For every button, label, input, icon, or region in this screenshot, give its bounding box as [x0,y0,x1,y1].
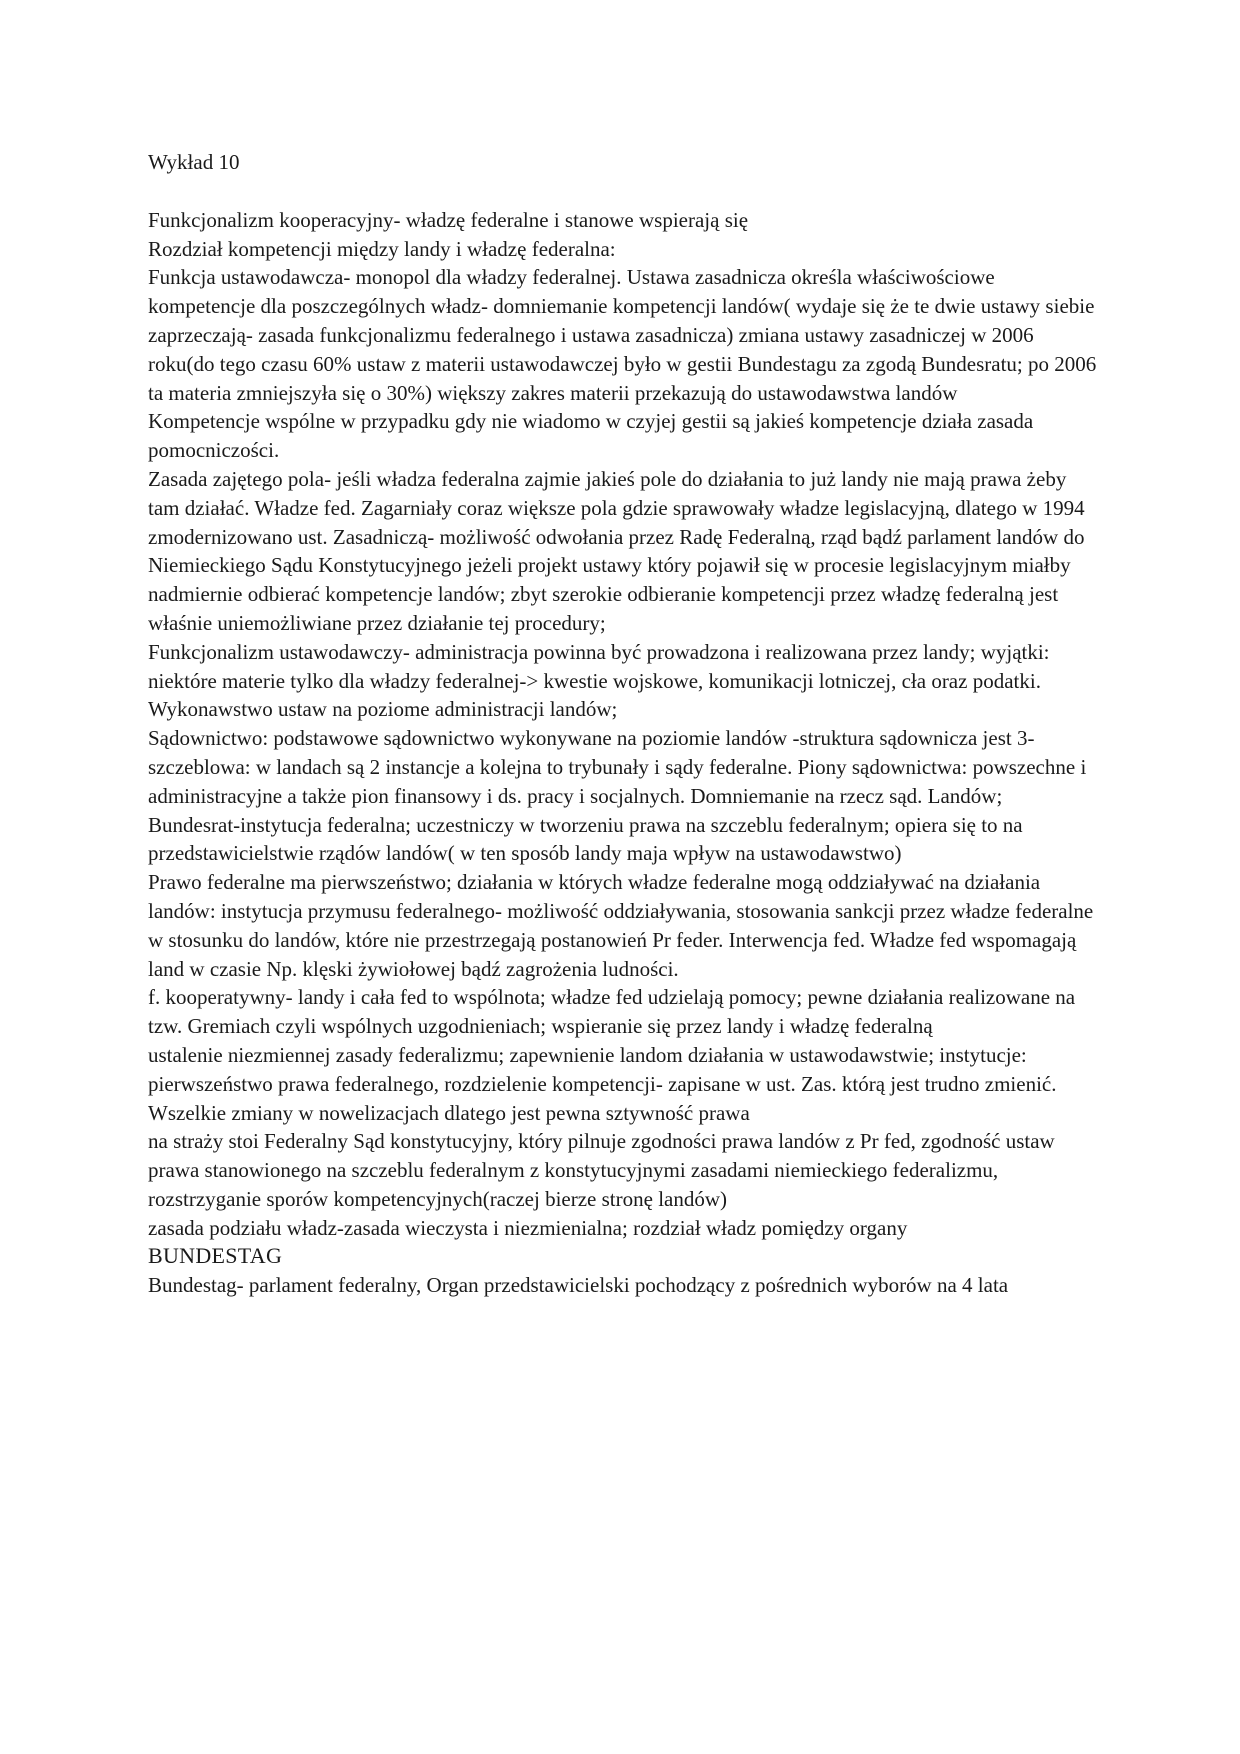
paragraph: Bundestag- parlament federalny, Organ przedstawicielski pochodzący z pośrednich wyborów na 4 lata [148,1273,1009,1298]
paragraph: zasada podziału władz-zasada wieczysta i niezmienialna; rozdział władz pomiędzy organy [148,1215,908,1240]
paragraph: Sądownictwo: podstawowe sądownictwo wykonywane na poziomie landów -struktura sądownicza jest 3-szczeblowa: w landach są 2 instancje a kolejna to trybunały i sądy federalne. Piony sądownictwa: powszechne i administracyjne a także pion finansowy i ds. pracy i socjalnych. Domniemanie na rzecz sąd. Landów; [148,726,1087,808]
paragraph: Prawo federalne ma pierwszeństwo; działania w których władze federalne mogą oddziaływać na działania landów: instytucja przymusu federalnego- możliwość oddziaływania, stosowania sankcji przez władze federalne w stosunku do landów, które nie przestrzegają postanowień Pr feder. Interwencja fed. Władze fed wspomagają land w czasie Np. klęski żywiołowej bądź zagrożenia ludności. [148,870,1094,981]
paragraph: Funkcjonalizm ustawodawczy- administracja powinna być prowadzona i realizowana przez landy; wyjątki: niektóre materie tylko dla władzy federalnej-> kwestie wojskowe, komunikacji lotniczej, cła oraz podatki. Wykonawstwo ustaw na poziome administracji landów; [148,639,1050,722]
lecture-title: Wykład 10 [148,150,240,174]
paragraph: Rozdział kompetencji między landy i władzę federalna: [148,236,616,261]
paragraph: Funkcja ustawodawcza- monopol dla władzy federalnej. Ustawa zasadnicza określa właściwościowe kompetencje dla poszczególnych władz- domniemanie kompetencji landów( wydaje się że te dwie ustawy siebie zaprzeczają- zasada funkcjonalizmu federalnego i ustawa zasadnicza) zmiana ustawy zasadniczej w 2006 roku(do tego czasu 60% ustaw z materii ustawodawczej było w gestii Bundestagu za zgodą Bundesratu; po 2006 ta materia zmniejszyła się o 30%) większy zakres materii przekazują do ustawodawstwa landów [148,265,1097,405]
paragraph: Zasada zajętego pola- jeśli władza federalna zajmie jakieś pole do działania to już landy nie mają prawa żeby tam działać. Władze fed. Zagarniały coraz większe pola gdzie sprawowały władze legislacyjną, dlatego w 1994 zmodernizowano ust. Zasadniczą- możliwość odwołania przez Radę Federalną, rząd bądź parlament landów do Niemieckiego Sądu Konstytucyjnego jeżeli projekt ustawy który pojawił się w procesie legislacyjnym miałby nadmiernie odbierać kompetencje landów; zbyt szerokie odbieranie kompetencji przez władzę federalną jest właśnie uniemożliwiane przez działanie tej procedury; [148,466,1085,635]
paragraph: f. kooperatywny- landy i cała fed to wspólnota; władze fed udzielają pomocy; pewne działania realizowane na tzw. Gremiach czyli wspólnych uzgodnieniach; wspieranie się przez landy i władzę federalną [148,985,1076,1039]
paragraph: Funkcjonalizm kooperacyjny- władzę federalne i stanowe wspierają się [148,207,749,232]
paragraph: na straży stoi Federalny Sąd konstytucyjny, który pilnuje zgodności prawa landów z Pr fed, zgodność ustaw prawa stanowionego na szczeblu federalnym z konstytucyjnymi zasadami niemieckiego federalizmu, rozstrzyganie sporów kompetencyjnych(raczej bierze stronę landów) [148,1129,1055,1211]
document-body [148,148,1098,1300]
paragraph: Bundesrat-instytucja federalna; uczestniczy w tworzeniu prawa na szczeblu federalnym; opiera się to na przedstawicielstwie rządów landów( w ten sposób landy maja wpływ na ustawodawstwo) [148,812,1023,866]
section-heading: BUNDESTAG [148,1243,283,1269]
paragraph: Kompetencje wspólne w przypadku gdy nie wiadomo w czyjej gestii są jakieś kompetencje działa zasada pomocniczości. [148,409,1034,463]
paragraph: ustalenie niezmiennej zasady federalizmu; zapewnienie landom działania w ustawodawstwie; instytucje: pierwszeństwo prawa federalnego, rozdzielenie kompetencji- zapisane w ust. Zas. którą jest trudno zmienić. Wszelkie zmiany w nowelizacjach dlatego jest pewna sztywność prawa [148,1042,1057,1125]
